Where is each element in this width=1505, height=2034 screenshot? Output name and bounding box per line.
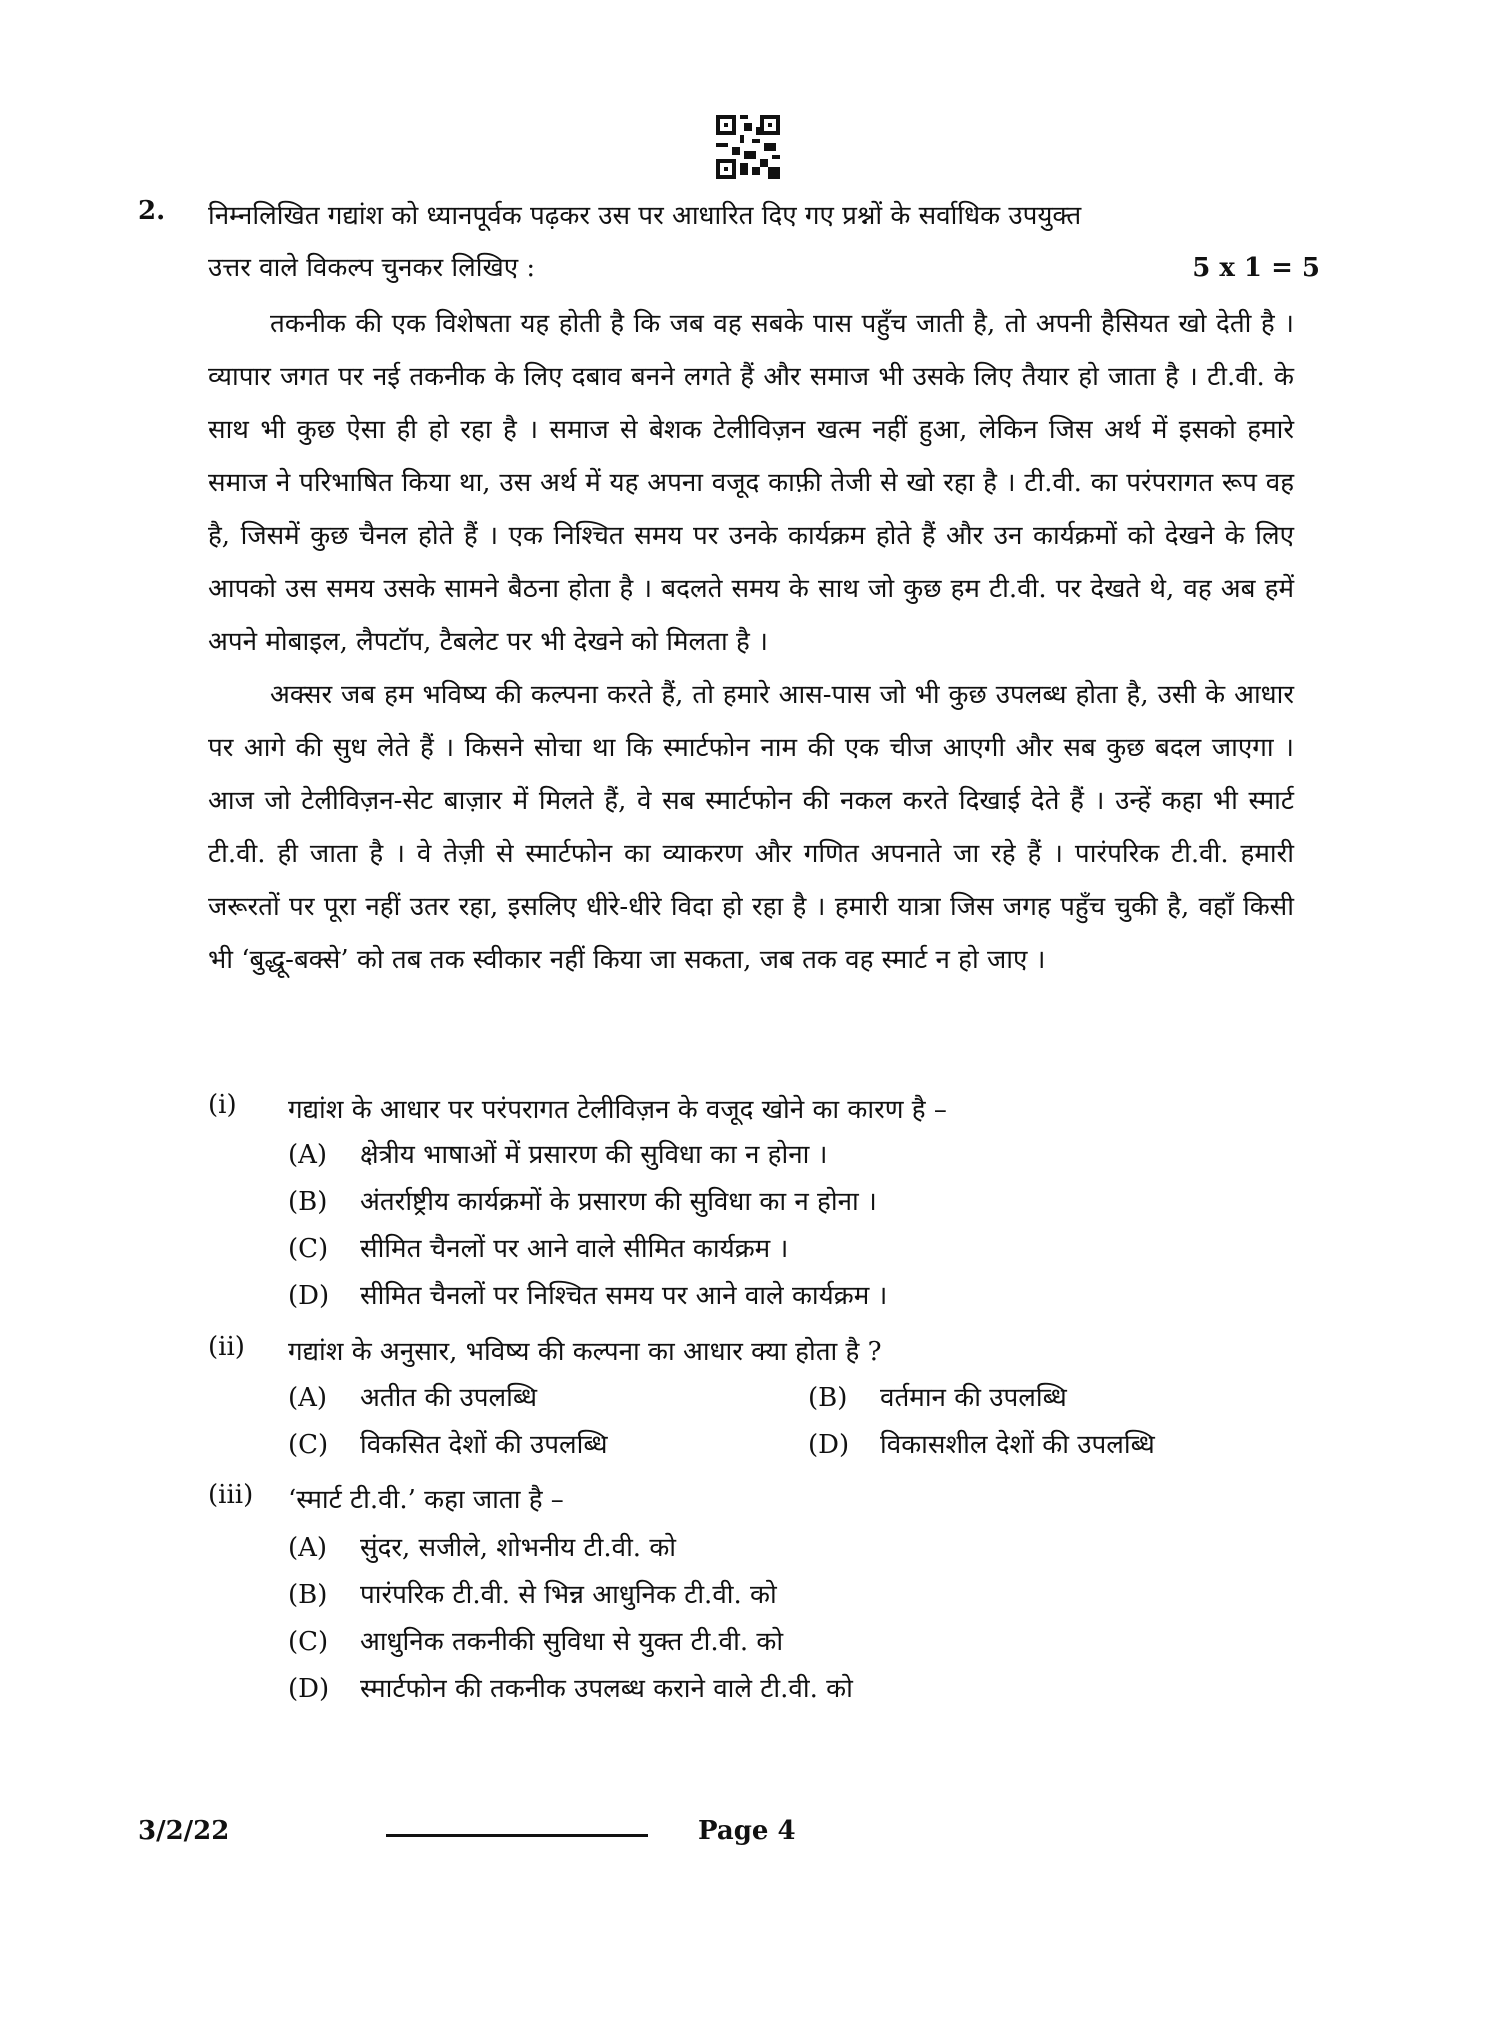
option-text: अतीत की उपलब्धि <box>360 1383 538 1413</box>
option-text: आधुनिक तकनीकी सुविधा से युक्त टी.वी. को <box>360 1627 784 1657</box>
option-item <box>288 1229 788 1265</box>
sub-question-number: (iii) <box>208 1480 254 1510</box>
option-label: (C) <box>288 1430 329 1460</box>
sub-question-number: (ii) <box>208 1332 245 1362</box>
reading-passage <box>208 298 1294 987</box>
option-text: सीमित चैनलों पर निश्चित समय पर आने वाले कार्यक्रम । <box>360 1281 888 1311</box>
option-item <box>808 1378 1067 1414</box>
option-label: (D) <box>808 1430 850 1460</box>
option-text: वर्तमान की उपलब्धि <box>880 1383 1067 1413</box>
sub-question-text: गद्यांश के आधार पर परंपरागत टेलीविज़न के वजूद खोने का कारण है – <box>288 1095 947 1125</box>
option-label: (B) <box>288 1187 328 1217</box>
option-item <box>288 1669 853 1705</box>
option-label: (D) <box>288 1674 330 1704</box>
instruction-line-2: उत्तर वाले विकल्प चुनकर लिखिए : <box>208 253 536 283</box>
option-text: क्षेत्रीय भाषाओं में प्रसारण की सुविधा का न होना । <box>360 1140 828 1170</box>
option-text: अंतर्राष्ट्रीय कार्यक्रमों के प्रसारण की सुविधा का न होना । <box>360 1187 877 1217</box>
option-text: पारंपरिक टी.वी. से भिन्न आधुनिक टी.वी. को <box>360 1580 777 1610</box>
footer-divider <box>386 1834 648 1837</box>
option-text: सीमित चैनलों पर आने वाले सीमित कार्यक्रम । <box>360 1234 789 1264</box>
option-item <box>288 1528 676 1564</box>
option-label: (D) <box>288 1281 330 1311</box>
option-label: (A) <box>288 1533 328 1563</box>
option-item <box>288 1378 537 1414</box>
question-marks: 5 x 1 = 5 <box>1192 253 1320 283</box>
option-item <box>288 1182 877 1218</box>
option-item <box>808 1425 1155 1461</box>
passage-paragraph-1: तकनीक की एक विशेषता यह होती है कि जब वह सबके पास पहुँच जाती है, तो अपनी हैसियत खो देती है । व्यापार जगत पर नई तकनीक के लिए दबाव बनने लगते हैं और समाज भी उसके लिए तैयार हो जाता है । टी.वी. के साथ भी कुछ ऐसा ही हो रहा है । समाज से बेशक टेलीविज़न खत्म नहीं हुआ, लेकिन जिस अर्थ में इसको हमारे समाज ने परिभाषित किया था, उस अर्थ में यह अपना वजूद काफ़ी तेजी से खो रहा है । टी.वी. का परंपरागत रूप वह है, जिसमें कुछ चैनल होते हैं । एक निश्चित समय पर उनके कार्यक्रम होते हैं और उन कार्यक्रमों को देखने के लिए आपको उस समय उसके सामने बैठना होता है । बदलते समय के साथ जो कुछ हम टी.वी. पर देखते थे, वह अब हमें अपने मोबाइल, लैपटॉप, टैबलेट पर भी देखने को मिलता है । <box>208 309 1294 657</box>
option-text: विकासशील देशों की उपलब्धि <box>880 1430 1155 1460</box>
option-item <box>288 1575 777 1611</box>
option-item <box>288 1276 887 1312</box>
option-text: विकसित देशों की उपलब्धि <box>360 1430 608 1460</box>
passage-paragraph-2: अक्सर जब हम भविष्य की कल्पना करते हैं, तो हमारे आस-पास जो भी कुछ उपलब्ध होता है, उसी के आधार पर आगे की सुध लेते हैं । किसने सोचा था कि स्मार्टफोन नाम की एक चीज आएगी और सब कुछ बदल जाएगा । आज जो टेलीविज़न-सेट बाज़ार में मिलते हैं, वे सब स्मार्टफोन की नकल करते दिखाई देते हैं । उन्हें कहा भी स्मार्ट टी.वी. ही जाता है । वे तेज़ी से स्मार्टफोन का व्याकरण और गणित अपनाते जा रहे हैं । पारंपरिक टी.वी. हमारी जरूरतों पर पूरा नहीं उतर रहा, इसलिए धीरे-धीरे विदा हो रहा है । हमारी यात्रा जिस जगह पहुँच चुकी है, वहाँ किसी भी ‘बुद्धू-बक्से’ को तब तक स्वीकार नहीं किया जा सकता, जब तक वह स्मार्ट न हो जाए । <box>208 680 1294 975</box>
question-instruction <box>208 190 1320 294</box>
sub-question-text: गद्यांश के अनुसार, भविष्य की कल्पना का आधार क्या होता है ? <box>288 1337 882 1367</box>
question-number: 2. <box>138 196 166 226</box>
option-label: (C) <box>288 1627 329 1657</box>
option-item <box>288 1425 608 1461</box>
instruction-line-1: निम्नलिखित गद्यांश को ध्यानपूर्वक पढ़कर उस पर आधारित दिए गए प्रश्नों के सर्वाधिक उपयुक्त <box>208 201 1082 231</box>
option-label: (B) <box>808 1383 848 1413</box>
option-label: (B) <box>288 1580 328 1610</box>
option-item <box>288 1622 783 1658</box>
option-label: (A) <box>288 1383 328 1413</box>
sub-question-number: (i) <box>208 1090 237 1120</box>
option-text: सुंदर, सजीले, शोभनीय टी.वी. को <box>360 1533 677 1563</box>
option-label: (C) <box>288 1234 329 1264</box>
paper-code: 3/2/22 <box>138 1816 230 1846</box>
sub-question-text: ‘स्मार्ट टी.वी.’ कहा जाता है – <box>288 1485 564 1515</box>
option-label: (A) <box>288 1140 328 1170</box>
option-item <box>288 1135 828 1171</box>
qr-code-icon <box>716 115 780 179</box>
page-number: Page 4 <box>698 1816 796 1846</box>
option-text: स्मार्टफोन की तकनीक उपलब्ध कराने वाले टी.वी. को <box>360 1674 853 1704</box>
